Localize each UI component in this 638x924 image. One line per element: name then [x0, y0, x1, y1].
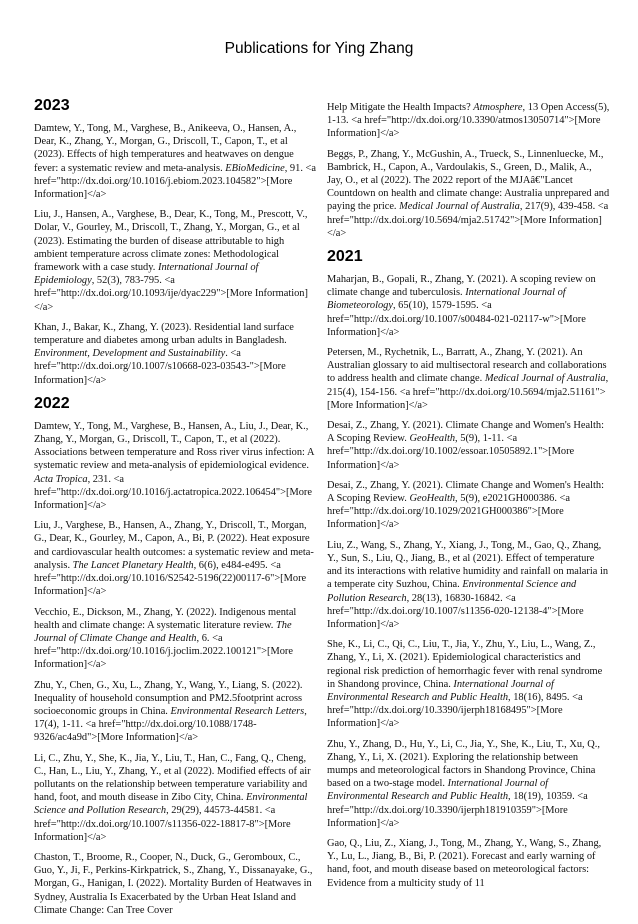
entry-text: Petersen, M., Rychetnik, L., Barratt, A., Zhang, Y. (2021). An Australian glossary to aid multisectoral research and collaborations to address health and climate change. [327, 347, 607, 385]
journal-title: Environmental Research Letters [170, 705, 305, 717]
journal-title: Environmental Science and Pollution Research [327, 579, 577, 604]
publication-entry [327, 539, 610, 631]
entry-details: , 17(4), 1-11. <a href="http://dx.doi.org/10.1088/1748-9326/ac4a9d">[More Information]</a> [34, 705, 307, 744]
publication-entry [327, 638, 610, 730]
publication-entry [327, 346, 610, 412]
entry-text: Khan, J., Bakar, K., Zhang, Y. (2023). Residential land surface temperature and diabetes among urban adults in Bangladesh. [34, 321, 294, 347]
entry-text: Chaston, T., Broome, R., Cooper, N., Duck, G., Geromboux, C., Guo, Y., Ji, F., Perkins-Kirkpatrick, S., Zhang, Y., Dissanayake, G., Morgan, G., Hanigan, I. (2022). Mortality Burden of Heatwaves in Sydney, Australia Is Exacerbated by the Urban Heat Island and Climate Change: Can Tree Cover [34, 851, 313, 916]
publication-entry [34, 321, 317, 387]
entry-text: Beggs, P., Zhang, Y., McGushin, A., Trueck, S., Linnenluecke, M., Bambrick, H., Capon, A., Vardoulakis, S., Green, D., Malik, A., Jay, O., et al (2022). The 2022 report of the MJAâ€"Lancet Countdown on health and climate change: Australia unprepared and paying the price. [327, 148, 610, 213]
entry-details: , 6. <a href="http://dx.doi.org/10.1016/j.joclim.2022.100121">[More Information]</a> [34, 632, 293, 671]
journal-title: Medical Journal of Australia [399, 201, 520, 213]
journal-title: International Journal of Environmental Research and Public Health [327, 778, 549, 803]
entry-details: , 29(29), 44573-44581. <a href="http://dx.doi.org/10.1007/s11356-022-18817-8">[More Information]</a> [34, 805, 291, 843]
entry-details: , 18(19), 10359. <a href="http://dx.doi.org/10.3390/ijerph181910359">[More Information]</a> [327, 791, 588, 829]
entry-text: Li, C., Zhu, Y., She, K., Jia, Y., Liu, T., Han, C., Fang, Q., Cheng, C., Han, L., Liu, Y., Zhang, Y., et al (2022). Modified effects of air pollutants on the relationship between temperature variability and hand, foot, and mouth disease in Zibo City, China. [34, 752, 311, 804]
entry-text: Zhu, Y., Chen, G., Xu, L., Zhang, Y., Wang, Y., Liang, S. (2022). Inequality of household consumption and PM2.5footprint across socioeconomic groups in China. [34, 679, 303, 717]
journal-title: Atmosphere [473, 102, 523, 113]
journal-title: The Journal of Climate Change and Health [34, 619, 292, 644]
journal-title: GeoHealth [409, 493, 456, 505]
entry-details: , 6(6), e484-e495. <a href="http://dx.doi.org/10.1016/S2542-5196(22)00117-6">[More Information]</a> [34, 559, 307, 598]
entry-details: , 65(10), 1579-1595. <a href="http://dx.doi.org/10.1007/s00484-021-02117-w">[More Information]</a> [327, 300, 586, 338]
entry-details: , 52(3), 783-795. <a href="http://dx.doi.org/10.1093/ije/dyac229">[More Information]</a> [34, 275, 308, 313]
entry-text: Maharjan, B., Gopali, R., Zhang, Y. (2021). A scoping review on climate change and tuberculosis. [327, 274, 596, 299]
publication-entry [34, 420, 317, 512]
journal-title: Acta Tropica [34, 473, 88, 485]
entry-details: , 13 Open Access(5), 1-13. <a href="http://dx.doi.org/10.3390/atmos13050714">[More Information]</a> [327, 102, 610, 140]
publication-entry [327, 738, 610, 830]
entry-text: Liu, J., Hansen, A., Varghese, B., Dear, K., Tong, M., Prescott, V., Dolar, V., Gourley, M., Driscoll, T., Zhang, Y., Morgan, G., et al (2023). Estimating the burden of disease attributable to high ambient temperature across climate zones: Methodological framework with a case study. [34, 209, 308, 274]
entry-details: , 231. <a href="http://dx.doi.org/10.1016/j.actatropica.2022.106454">[More Information]</a> [34, 473, 312, 512]
publication-entry-continued [327, 101, 610, 141]
publication-entry [327, 419, 610, 472]
entry-text: Liu, J., Varghese, B., Hansen, A., Zhang, Y., Driscoll, T., Morgan, G., Dear, K., Gourley, M., Capon, A., Bi, P. (2022). Heat exposure and cardiovascular health outcomes: a systematic review and meta-analysis. [34, 520, 314, 571]
entry-text: Help Mitigate the Health Impacts? [327, 102, 474, 113]
publication-entry [34, 851, 317, 917]
left-column [34, 92, 317, 924]
publication-entry [34, 679, 317, 745]
entry-details: , 28(13), 16830-16842. <a href="http://dx.doi.org/10.1007/s11356-020-12138-4">[More Information]</a> [327, 592, 584, 630]
journal-title: EBioMedicine [225, 162, 285, 174]
publication-entry [34, 519, 317, 598]
journal-title: International Journal of Biometeorology [327, 287, 566, 312]
year-heading-2023: 2023 [34, 97, 70, 114]
entry-text: She, K., Li, C., Qi, C., Liu, T., Jia, Y., Zhu, Y., Liu, L., Wang, Z., Zhang, Y., Li, X. (2021). Epidemiological characteristics and regional risk prediction of hemorrhagic fever with renal syndrome in Shandong province, China. [327, 639, 603, 690]
entry-details: , 18(16), 8495. <a href="http://dx.doi.org/10.3390/ijerph18168495">[More Information]</a> [327, 691, 583, 730]
publication-entry [327, 479, 610, 532]
entry-details: , 215(4), 154-156. <a href="http://dx.doi.org/10.5694/mja2.51161">[More Information]</a> [327, 373, 609, 411]
entry-details: . <a href="http://dx.doi.org/10.1007/s10668-023-03543-">[More Information]</a> [34, 348, 286, 386]
publication-entry [34, 752, 317, 844]
year-heading-2021: 2021 [327, 248, 363, 266]
publication-entry [327, 273, 610, 339]
entry-text: Desai, Z., Zhang, Y. (2021). Climate Change and Women's Health: A Scoping Review. [327, 420, 605, 445]
entry-details: , 217(9), 439-458. <a href="http://dx.doi.org/10.5694/mja2.51742">[More Information]</a> [327, 201, 609, 239]
entry-text: Zhu, Y., Zhang, D., Hu, Y., Li, C., Jia, Y., She, K., Liu, T., Xu, Q., Zhang, Y., Li, X. (2021). Exploring the relationship between mumps and meteorological factors in Shandong Province, China based on a two-stage model. [327, 738, 600, 790]
publication-entry [34, 208, 317, 314]
journal-title: International Journal of Environmental Research and Public Health [327, 678, 554, 703]
entry-text: Desai, Z., Zhang, Y. (2021). Climate Change and Women's Health: A Scoping Review. [327, 479, 605, 505]
entry-details: , 91. <a href="http://dx.doi.org/10.1016/j.ebiom.2023.104582">[More Information]</a> [34, 162, 316, 201]
journal-title: International Journal of Epidemiology [34, 262, 259, 287]
publication-entry [327, 837, 610, 890]
journal-title: GeoHealth [409, 433, 456, 445]
publication-entry [34, 606, 317, 672]
entry-details: , 5(9), e2021GH000386. <a href="http://dx.doi.org/10.1029/2021GH000386">[More Information]</a> [327, 493, 570, 531]
publication-entry [34, 122, 317, 201]
journal-title: The Lancet Planetary Health [72, 559, 194, 571]
entry-text: Liu, Z., Wang, S., Zhang, Y., Xiang, J., Tong, M., Gao, Q., Zhang, Y., Sun, S., Liu, Q., Jiang, B., et al (2021). Effect of temperature and its interactions with relative humidity and rainfall on malaria in a temperate city Suzhou, China. [327, 539, 609, 591]
entry-text: Damtew, Y., Tong, M., Varghese, B., Anikeeva, O., Hansen, A., Dear, K., Zhang, Y., Morgan, G., Driscoll, T., Capon, T., et al (2023). Effects of high temperatures and heatwaves on dengue fever: a systematic review and meta-analysis. [34, 123, 297, 174]
entry-details: , 5(9), 1-11. <a href="http://dx.doi.org/10.1002/essoar.10505892.1">[More Information]</a> [327, 433, 575, 471]
page-title: Publications for Ying Zhang [224, 40, 414, 57]
journal-title: Environment, Development and Sustainability [34, 348, 226, 360]
right-column [327, 101, 610, 897]
entry-text: Vecchio, E., Dickson, M., Zhang, Y. (2022). Indigenous mental health and climate change: A systematic literature review. [34, 606, 297, 631]
journal-title: Environmental Science and Pollution Research [34, 792, 308, 817]
year-heading-2022: 2022 [34, 394, 70, 412]
entry-text: Damtew, Y., Tong, M., Varghese, B., Hansen, A., Liu, J., Dear, K., Zhang, Y., Morgan, G., Driscoll, T., Capon, T., et al (2022). Associations between temperature and Ross river virus infection: A systematic review and meta-analysis of epidemiological evidence. [34, 420, 314, 472]
journal-title: Medical Journal of Australia [484, 373, 606, 385]
entry-text: Gao, Q., Liu, Z., Xiang, J., Tong, M., Zhang, Y., Wang, S., Zhang, Y., Lu, L., Jiang, B., Bi, P. (2021). Forecast and early warning of hand, foot, and mouth disease based on meteorological factors: Evidence from a multicity study of 11 [327, 837, 602, 889]
publication-entry [327, 148, 610, 240]
